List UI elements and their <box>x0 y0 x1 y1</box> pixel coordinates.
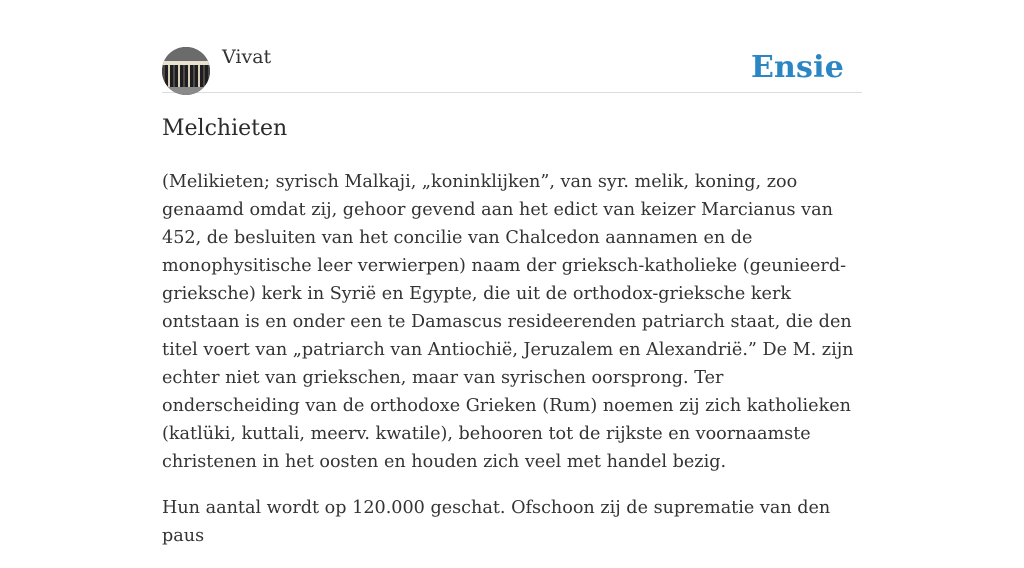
article-paragraph: (Melikieten; syrisch Malkaji, „koninklijken”, van syr. melik, koning, zoo genaamd omdat zij, gehoor gevend aan het edict van keizer Marcianus van 452, de besluiten van het concilie van Chalcedon aannamen en de monophysitische leer verwierpen) naam der grieksch-katholieke (geunieerd-grieksche) kerk in Syrië en Egypte, die uit de orthodox-grieksche kerk ontstaan is en onder een te Damascus resideerenden patriarch staat, die den titel voert van „patriarch van Antiochië, Jeruzalem en Alexandrië.” De M. zijn echter niet van griekschen, maar van syrischen oorsprong. Ter onderscheiding van de orthodoxe Grieken (Rum) noemen zij zich katholieken (katlüki, kuttali, meerv. kwatile), behooren tot de rijkste en voornaamste christenen in het oosten en houden zich veel met handel bezig. <box>162 172 854 472</box>
article-body <box>162 168 862 568</box>
book-spines-icon <box>162 47 210 95</box>
page-title: Melchieten <box>162 116 288 141</box>
avatar[interactable] <box>162 47 210 95</box>
page <box>162 0 862 546</box>
brand-logo[interactable]: Ensie <box>750 50 844 85</box>
site-header <box>162 0 862 93</box>
site-name-link[interactable]: Vivat <box>222 46 272 68</box>
article-paragraph: Hun aantal wordt op 120.000 geschat. Ofschoon zij de suprematie van den paus <box>162 498 831 546</box>
